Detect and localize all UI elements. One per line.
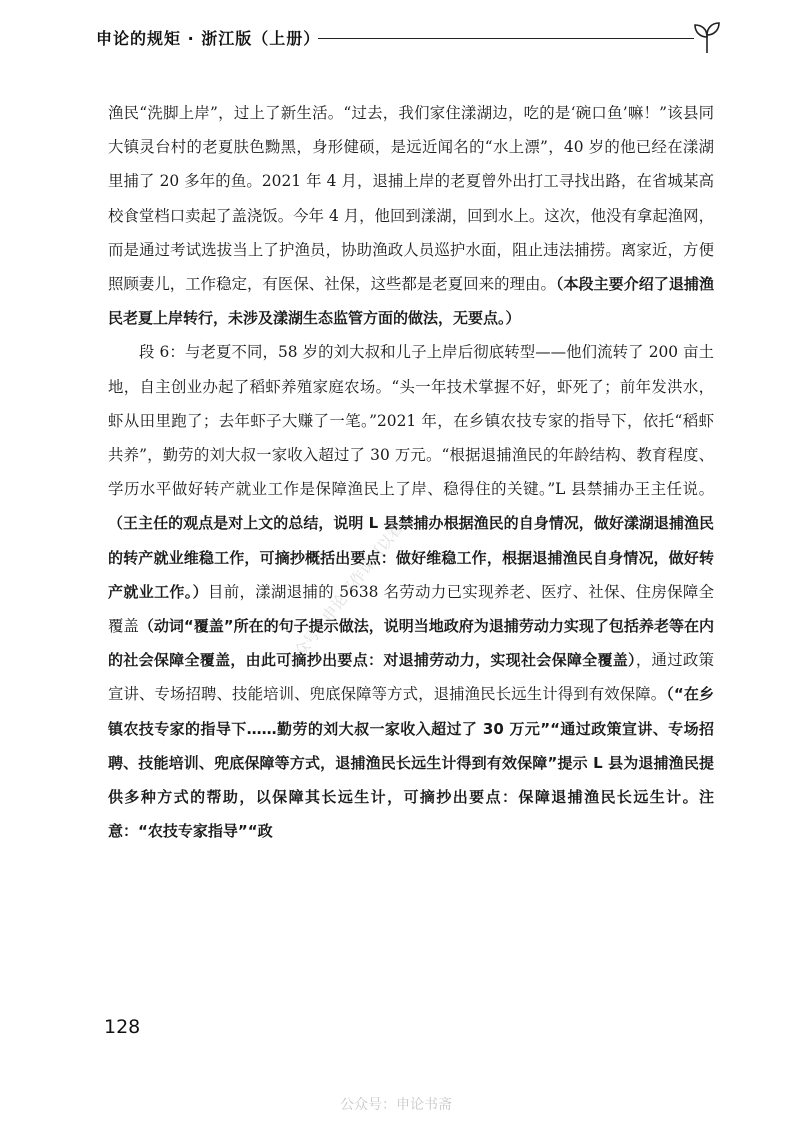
body-text [108, 96, 714, 848]
text-run: ，通过政策宣讲、专场招聘、技能培训、兜底保障等方式，退捕渔民长远生计得到有效保障。 [108, 651, 714, 704]
sprout-icon [692, 20, 722, 54]
annotation-bold: （动词“覆盖”所在的句子提示做法，说明当地政府为退捕劳动力实现了包括养老等在内的社会保障全覆盖，由此可摘抄出要点：对退捕劳动力，实现社会保障全覆盖） [108, 617, 714, 670]
text-run: 目前，漾湖退捕的 5638 名劳动力已实现养老、医疗、社保、住房保障全覆盖 [108, 582, 714, 636]
annotation-bold: （王主任的观点是对上文的总结，说明 L 县禁捕办根据渔民的自身情况，做好漾湖退捕渔民的转产就业维稳工作，可摘抄概括出要点：做好维稳工作，根据退捕渔民自身情况，做好转产就业工作。） [108, 514, 714, 601]
text-run: 段 6：与老夏不同，58 岁的刘大叔和儿子上岸后彻底转型——他们流转了 200 亩土地，自主创业办起了稻虾养殖家庭农场。“头一年技术掌握不好，虾死了；前年发洪水，虾从田里跑了；去年虾子大赚了一笔。”2021 年，在乡镇农技专家的指导下，依托“稻虾共养”，勤劳的刘大叔一家收入超过了 30 万元。“根据退捕渔民的年龄结构、教育程度、学历水平做好转产就业工作是保障渔民上了岸、稳得住的关键。”L 县禁捕办王主任说。 [108, 343, 714, 499]
page-number: 128 [104, 1016, 141, 1038]
paragraph-1 [108, 96, 714, 335]
header-rule [318, 38, 694, 39]
paragraph-2 [108, 335, 714, 848]
annotation-bold: （本段主要介绍了退捕渔民老夏上岸转行，未涉及漾湖生态监管方面的做法，无要点。） [108, 275, 714, 328]
annotation-bold: （“在乡镇农技专家的指导下……勤劳的刘大叔一家收入超过了 30 万元”“通过政策宣讲、专场招聘、技能培训、兜底保障等方式，退捕渔民长远生计得到有效保障”提示 L 县为退捕渔民提供多种方式的帮助，以保障其长远生计，可摘抄出要点：保障退捕渔民长远生计。注意：“农技专家指导”“政 [108, 685, 714, 841]
running-header [96, 20, 730, 54]
book-title: 申论的规矩 · 浙江版（上册） [96, 29, 321, 48]
watermark-diagonal: 公众号：申论写作课可以看 [281, 519, 407, 673]
text-run: 渔民“洗脚上岸”，过上了新生活。“过去，我们家住漾湖边，吃的是‘碗口鱼’嘛！”该县同大镇灵台村的老夏肤色黝黑，身形健硕，是远近闻名的“水上漂”，40 岁的他已经在漾湖里捕了 20 多年的鱼。2021 年 4 月，退捕上岸的老夏曾外出打工寻找出路，在省城某高校食堂档口卖起了盖浇饭。今年 4 月，他回到漾湖，回到水上。这次，他没有拿起渔网，而是通过考试选拔当上了护渔员，协助渔政人员巡护水面，阻止违法捕捞。离家近，方便照顾妻儿，工作稳定，有医保、社保，这些都是老夏回来的理由。 [108, 104, 714, 294]
watermark-bottom: 公众号：申论书斋 [340, 1097, 452, 1113]
